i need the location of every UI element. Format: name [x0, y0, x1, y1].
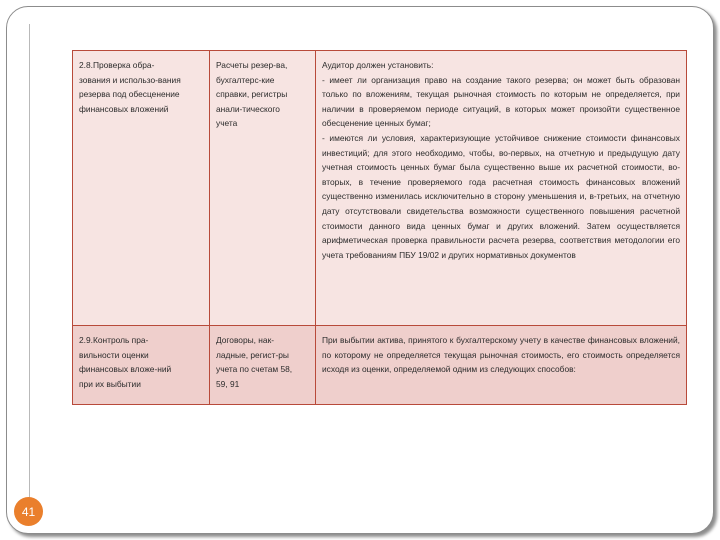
- audit-procedure-cell: [316, 51, 687, 326]
- source-documents-text: Расчеты резер-ва, бухгалтерс-кие справки, регистры анали-тического учета: [216, 60, 288, 129]
- audit-stage-cell: [73, 326, 210, 405]
- left-divider-line: [29, 24, 30, 504]
- audit-stage-text: 2.9.Контроль пра- вильности оценки финансовых вложе-ний при их выбытии: [79, 335, 172, 389]
- table-row: [73, 51, 687, 326]
- page-number-badge: 41: [14, 497, 43, 526]
- audit-procedures-table: [72, 50, 687, 405]
- source-documents-cell: [210, 51, 316, 326]
- audit-stage-cell: [73, 51, 210, 326]
- audit-procedure-text: Аудитор должен установить: - имеет ли организация право на создание такого резерва; он может быть образован только по вложениям, текущая рыночная стоимость по которым не определяется, при наличии в проверяемом периоде ситуаций, в которых может произойти существенное обесценение ценных бумаг; - имеются ли условия, характеризующие устойчивое снижение стоимости финансовых инвестиций; для этого необходимо, чтобы, во-первых, на отчетную и предыдущую дату учетная стоимость ценных бумаг была существенно выше их расчетной стоимости, во-вторых, в течение проверяемого года расчетная стоимость финансовых вложений существенно изменилась исключительно в сторону уменьшения и, в-третьих, на отчетную дату отсутствовали свидетельства возможности существенного повышения расчетной стоимости данного вида ценных бумаг и других вложений. Затем осуществляется арифметическая проверка правильности расчета резерва, соответствия методологии его учета требованиям ПБУ 19/02 и других нормативных документов: [322, 60, 680, 260]
- source-documents-text: Договоры, нак- ладные, регист-ры учета по счетам 58, 59, 91: [216, 335, 293, 389]
- audit-procedure-cell: [316, 326, 687, 405]
- table-row: [73, 326, 687, 405]
- audit-procedure-text: При выбытии актива, принятого к бухгалтерскому учету в качестве финансовых вложений, по которому не определяется текущая рыночная стоимость, его стоимость определяется исходя из оценки, определяемой одним из следующих способов:: [322, 335, 680, 375]
- source-documents-cell: [210, 326, 316, 405]
- audit-stage-text: 2.8.Проверка обра- зования и использо-вания резерва под обесценение финансовых вложений: [79, 60, 181, 114]
